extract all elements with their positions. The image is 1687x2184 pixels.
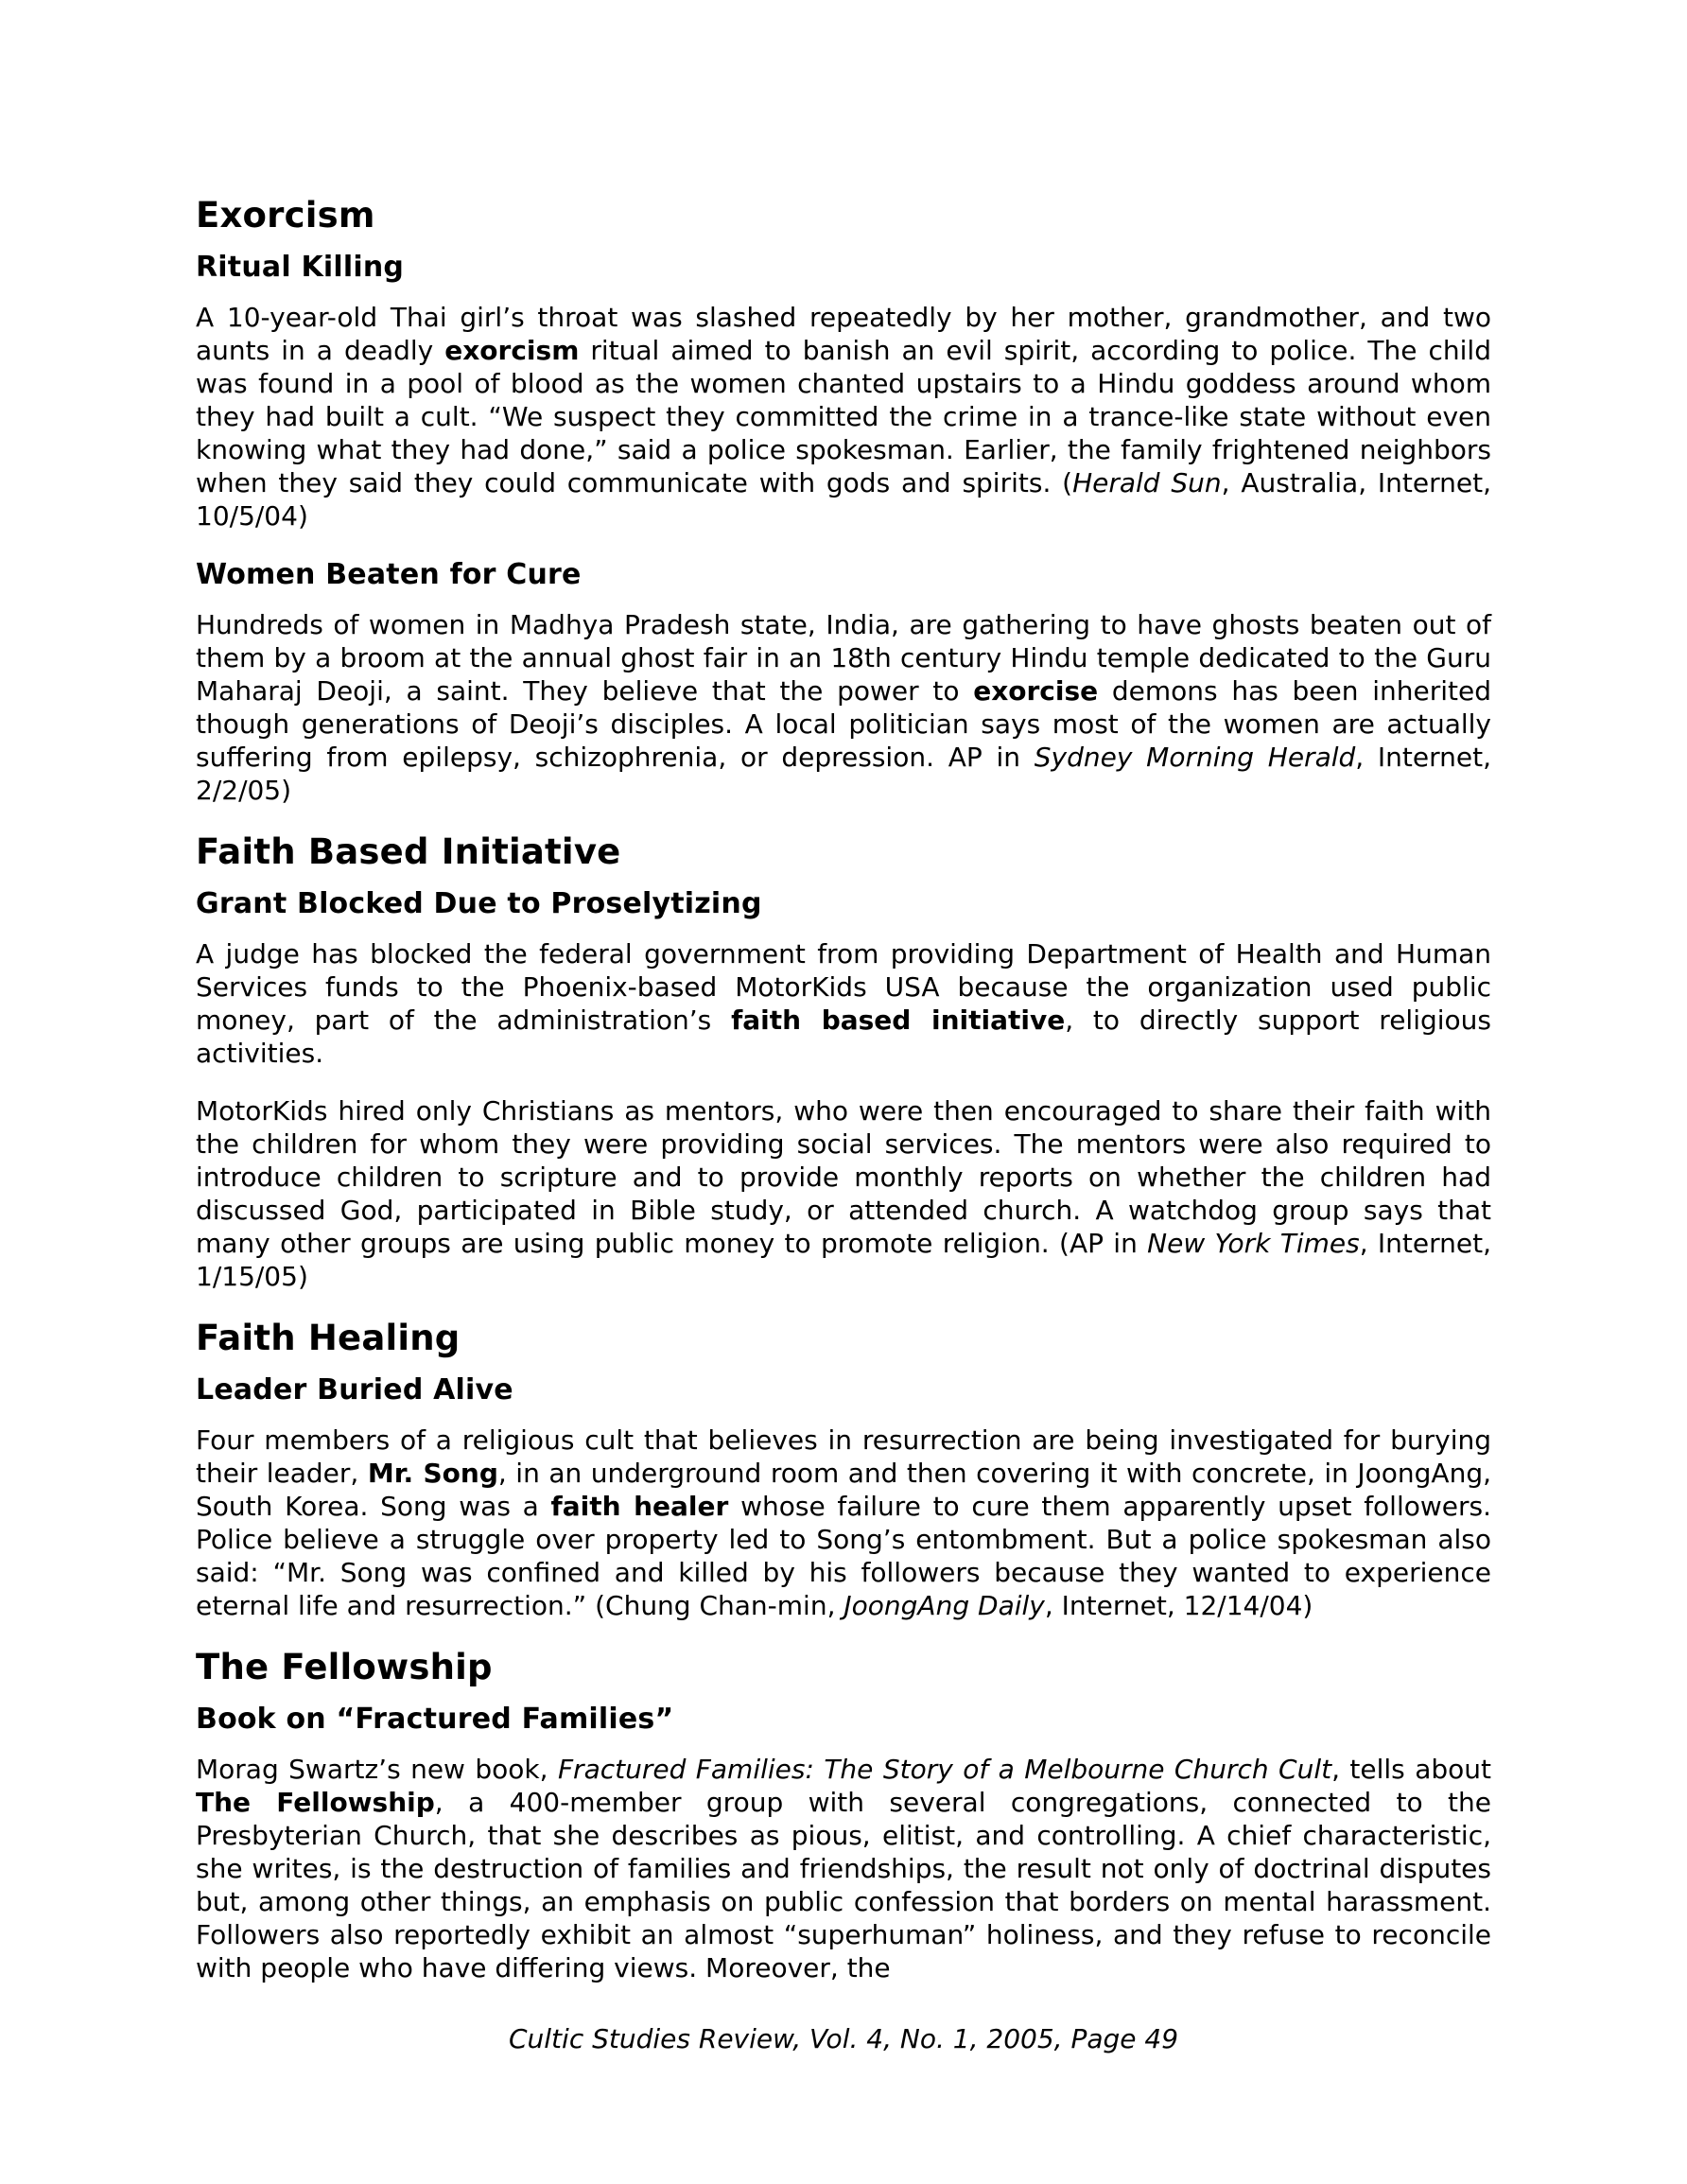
article-heading-women-beaten-for-cure: Women Beaten for Cure — [196, 558, 582, 591]
italic-text-run: Sydney Morning Herald — [1034, 742, 1356, 773]
text-run: Hundreds of women in Madhya Pradesh state, India, are gathering to have ghosts beaten out of them by a broom at the annual ghost fair in an 18th century Hindu temple dedicated to the Guru Maharaj Deoji, a saint. They believe that the power to — [196, 609, 1491, 707]
bold-text-run: The Fellowship — [196, 1787, 435, 1818]
text-run: A 10-year-old Thai girl’s throat was slashed repeatedly by her mother, grandmother, and two aunts in a deadly — [196, 302, 1491, 366]
paragraph-grant-blocked-2 — [196, 1094, 1491, 1293]
article-heading-ritual-killing: Ritual Killing — [196, 251, 405, 284]
text-run: , Internet, 2/2/05) — [196, 742, 1492, 806]
bold-text-run: exorcise — [973, 675, 1099, 707]
italic-text-run: New York Times — [1147, 1228, 1360, 1259]
section-faith-healing — [196, 1318, 1491, 1622]
text-run: demons has been inherited though generations of Deoji’s disciples. A local politician says most of the women are actually suffering from epilepsy, schizophrenia, or depression. AP in — [196, 675, 1491, 773]
page-footer: Cultic Studies Review, Vol. 4, No. 1, 2005, Page 49 — [508, 2023, 1179, 2054]
text-run: , a 400-member group with several congregations, connected to the Presbyterian Church, that she describes as pious, elitist, and controlling. A chief characteristic, she writes, is the destruction of families and friendships, the result not only of doctrinal disputes but, among other things, an emphasis on public confession that borders on mental harassment. Followers also reportedly exhibit an almost “superhuman” holiness, and they refuse to reconcile with people who have differing views. Moreover, the — [196, 1787, 1491, 1983]
text-run: , Internet, 1/15/05) — [196, 1228, 1491, 1292]
paragraph-women-beaten-for-cure — [196, 608, 1491, 807]
text-run: A judge has blocked the federal government from providing Department of Health and Human Services funds to the Phoenix-based MotorKids USA because the organization used public money, part of the administration’s — [196, 938, 1491, 1036]
article-grant-blocked — [196, 886, 1491, 1293]
paragraph-grant-blocked-1 — [196, 937, 1491, 1070]
article-women-beaten-for-cure — [196, 557, 1491, 807]
text-run: , Internet, 12/14/04) — [1044, 1590, 1313, 1621]
bold-text-run: faith based initiative — [731, 1005, 1066, 1036]
text-run: , Australia, Internet, 10/5/04) — [196, 467, 1491, 532]
paragraph-leader-buried-alive — [196, 1424, 1491, 1622]
section-faith-based-initiative — [196, 831, 1491, 1293]
italic-text-run: JoongAng Daily — [844, 1590, 1045, 1621]
article-heading-grant-blocked: Grant Blocked Due to Proselytizing — [196, 887, 762, 920]
text-run: , in an underground room and then covering it with concrete, in JoongAng, South Korea. Song was a — [196, 1458, 1491, 1522]
text-run: Four members of a religious cult that believes in resurrection are being investigated for burying their leader, — [196, 1424, 1491, 1489]
document-body — [196, 195, 1491, 2009]
italic-text-run: Herald Sun — [1072, 467, 1222, 498]
paragraph-book-on-fractured-families — [196, 1753, 1491, 1984]
text-run: , tells about — [1331, 1754, 1491, 1785]
text-run: , to directly support religious activities. — [196, 1005, 1492, 1069]
text-run: Morag Swartz’s new book, — [196, 1754, 558, 1785]
section-exorcism — [196, 195, 1491, 807]
italic-text-run: Fractured Families: The Story of a Melbourne Church Cult — [557, 1754, 1332, 1785]
section-title-the-fellowship: The Fellowship — [196, 1647, 493, 1687]
bold-text-run: Mr. Song — [367, 1458, 498, 1489]
article-heading-book-on-fractured-families: Book on “Fractured Families” — [196, 1703, 674, 1736]
article-leader-buried-alive — [196, 1372, 1491, 1622]
article-heading-leader-buried-alive: Leader Buried Alive — [196, 1373, 513, 1406]
bold-text-run: faith healer — [550, 1491, 729, 1522]
section-title-faith-healing: Faith Healing — [196, 1318, 461, 1358]
section-the-fellowship — [196, 1647, 1491, 1984]
section-title-faith-based-initiative: Faith Based Initiative — [196, 831, 621, 872]
text-run: MotorKids hired only Christians as mentors, who were then encouraged to share their faith with the children for whom they were providing social services. The mentors were also required to introduce children to scripture and to provide monthly reports on whether the children had discussed God, participated in Bible study, or attended church. A watchdog group says that many other groups are using public money to promote religion. (AP in — [196, 1095, 1491, 1259]
section-title-exorcism: Exorcism — [196, 195, 375, 236]
bold-text-run: exorcism — [444, 335, 580, 366]
paragraph-ritual-killing — [196, 301, 1491, 533]
article-ritual-killing — [196, 250, 1491, 533]
text-run: whose failure to cure them apparently upset followers. Police believe a struggle over property led to Song’s entombment. But a police spokesman also said: “Mr. Song was confined and killed by his followers because they wanted to experience eternal life and resurrection.” (Chung Chan-min, — [196, 1491, 1492, 1621]
text-run: ritual aimed to banish an evil spirit, according to police. The child was found in a pool of blood as the women chanted upstairs to a Hindu goddess around whom they had built a cult. “We suspect they committed the crime in a trance-like state without even knowing what they had done,” said a police spokesman. Earlier, the family frightened neighbors when they said they could communicate with gods and spirits. ( — [196, 335, 1491, 498]
article-book-on-fractured-families — [196, 1702, 1491, 1984]
